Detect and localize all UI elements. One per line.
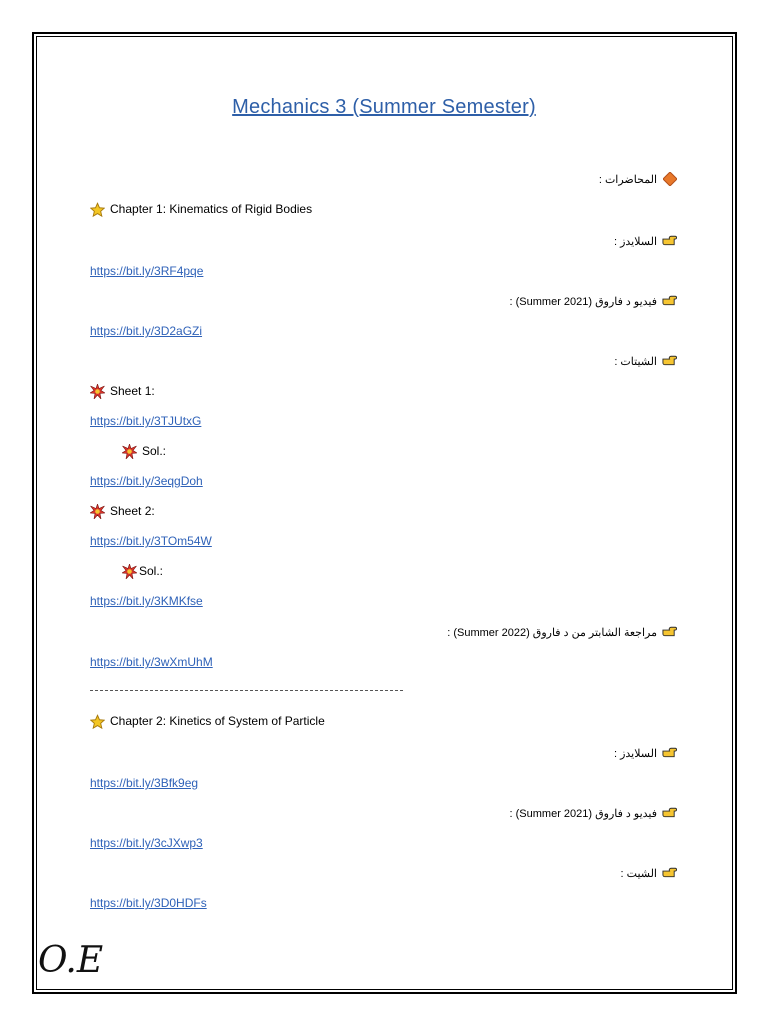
sheet2-link[interactable]: https://bit.ly/3TOm54W bbox=[90, 534, 212, 548]
ch2-slides-item bbox=[614, 746, 682, 760]
pointing-hand-icon bbox=[662, 746, 677, 760]
pointing-hand-icon bbox=[662, 866, 677, 880]
ch2-video-label: فيديو د فاروق (Summer 2021) : bbox=[509, 807, 657, 820]
ch2-slides-link[interactable]: https://bit.ly/3Bfk9eg bbox=[90, 776, 199, 790]
sheet2-sol-link[interactable]: https://bit.ly/3KMKfse bbox=[90, 594, 203, 608]
ch1-sheets-item bbox=[614, 354, 682, 368]
ch1-sheets-label: الشيتات : bbox=[614, 355, 657, 368]
sheet1-label: Sheet 1: bbox=[110, 384, 155, 398]
chapter1-title: Chapter 1: Kinematics of Rigid Bodies bbox=[110, 202, 313, 216]
ch2-sheet-item bbox=[621, 866, 682, 880]
chapter1-heading bbox=[90, 202, 312, 216]
ch2-video-item bbox=[510, 806, 682, 820]
collision-icon bbox=[90, 384, 105, 398]
ch2-slides-label: السلايدز : bbox=[613, 747, 657, 760]
ch2-sheet-label: الشيت : bbox=[620, 867, 657, 880]
pointing-hand-icon bbox=[662, 234, 677, 248]
chapter2-heading bbox=[90, 714, 325, 728]
pointing-hand-icon bbox=[662, 625, 677, 639]
ch1-video-link[interactable]: https://bit.ly/3D2aGZi bbox=[90, 324, 203, 338]
sheet1-sol-link[interactable]: https://bit.ly/3eqgDoh bbox=[90, 474, 203, 488]
signature: O.E bbox=[38, 940, 104, 981]
pointing-hand-icon bbox=[662, 806, 677, 820]
ch1-review-link[interactable]: https://bit.ly/3wXmUhM bbox=[90, 655, 213, 669]
pointing-hand-icon bbox=[662, 354, 677, 368]
sheet1-sol-heading bbox=[122, 444, 166, 458]
ch2-video-link[interactable]: https://bit.ly/3cJXwp3 bbox=[90, 836, 203, 850]
lectures-label: المحاضرات : bbox=[598, 173, 657, 186]
ch2-sheet-link[interactable]: https://bit.ly/3D0HDFs bbox=[90, 896, 207, 910]
star-icon bbox=[90, 202, 105, 216]
ch1-slides-label: السلايدز : bbox=[613, 235, 657, 248]
ch1-video-label: فيديو د فاروق (Summer 2021) : bbox=[509, 295, 657, 308]
collision-icon bbox=[90, 504, 105, 518]
ch1-video-item bbox=[510, 294, 682, 308]
lectures-header bbox=[599, 172, 682, 186]
ch1-review-label: مراجعة الشابتر من د فاروق (Summer 2022) : bbox=[447, 626, 657, 639]
sheet2-sol-label: Sol.: bbox=[139, 564, 164, 578]
diamond-icon bbox=[662, 172, 677, 186]
ch1-slides-item bbox=[614, 234, 682, 248]
sheet2-sol-heading bbox=[122, 564, 163, 578]
sheet2-label: Sheet 2: bbox=[110, 504, 155, 518]
collision-icon bbox=[122, 444, 137, 458]
pointing-hand-icon bbox=[662, 294, 677, 308]
sheet2-heading bbox=[90, 504, 155, 518]
ch1-review-item bbox=[447, 625, 682, 639]
section-divider bbox=[90, 690, 403, 691]
sheet1-sol-label: Sol.: bbox=[142, 444, 167, 458]
star-icon bbox=[90, 714, 105, 728]
collision-icon bbox=[122, 564, 137, 578]
sheet1-heading bbox=[90, 384, 155, 398]
page-title: Mechanics 3 (Summer Semester) bbox=[232, 96, 536, 118]
sheet1-link[interactable]: https://bit.ly/3TJUtxG bbox=[90, 414, 202, 428]
chapter2-title: Chapter 2: Kinetics of System of Particle bbox=[110, 714, 325, 728]
ch1-slides-link[interactable]: https://bit.ly/3RF4pqe bbox=[90, 264, 204, 278]
